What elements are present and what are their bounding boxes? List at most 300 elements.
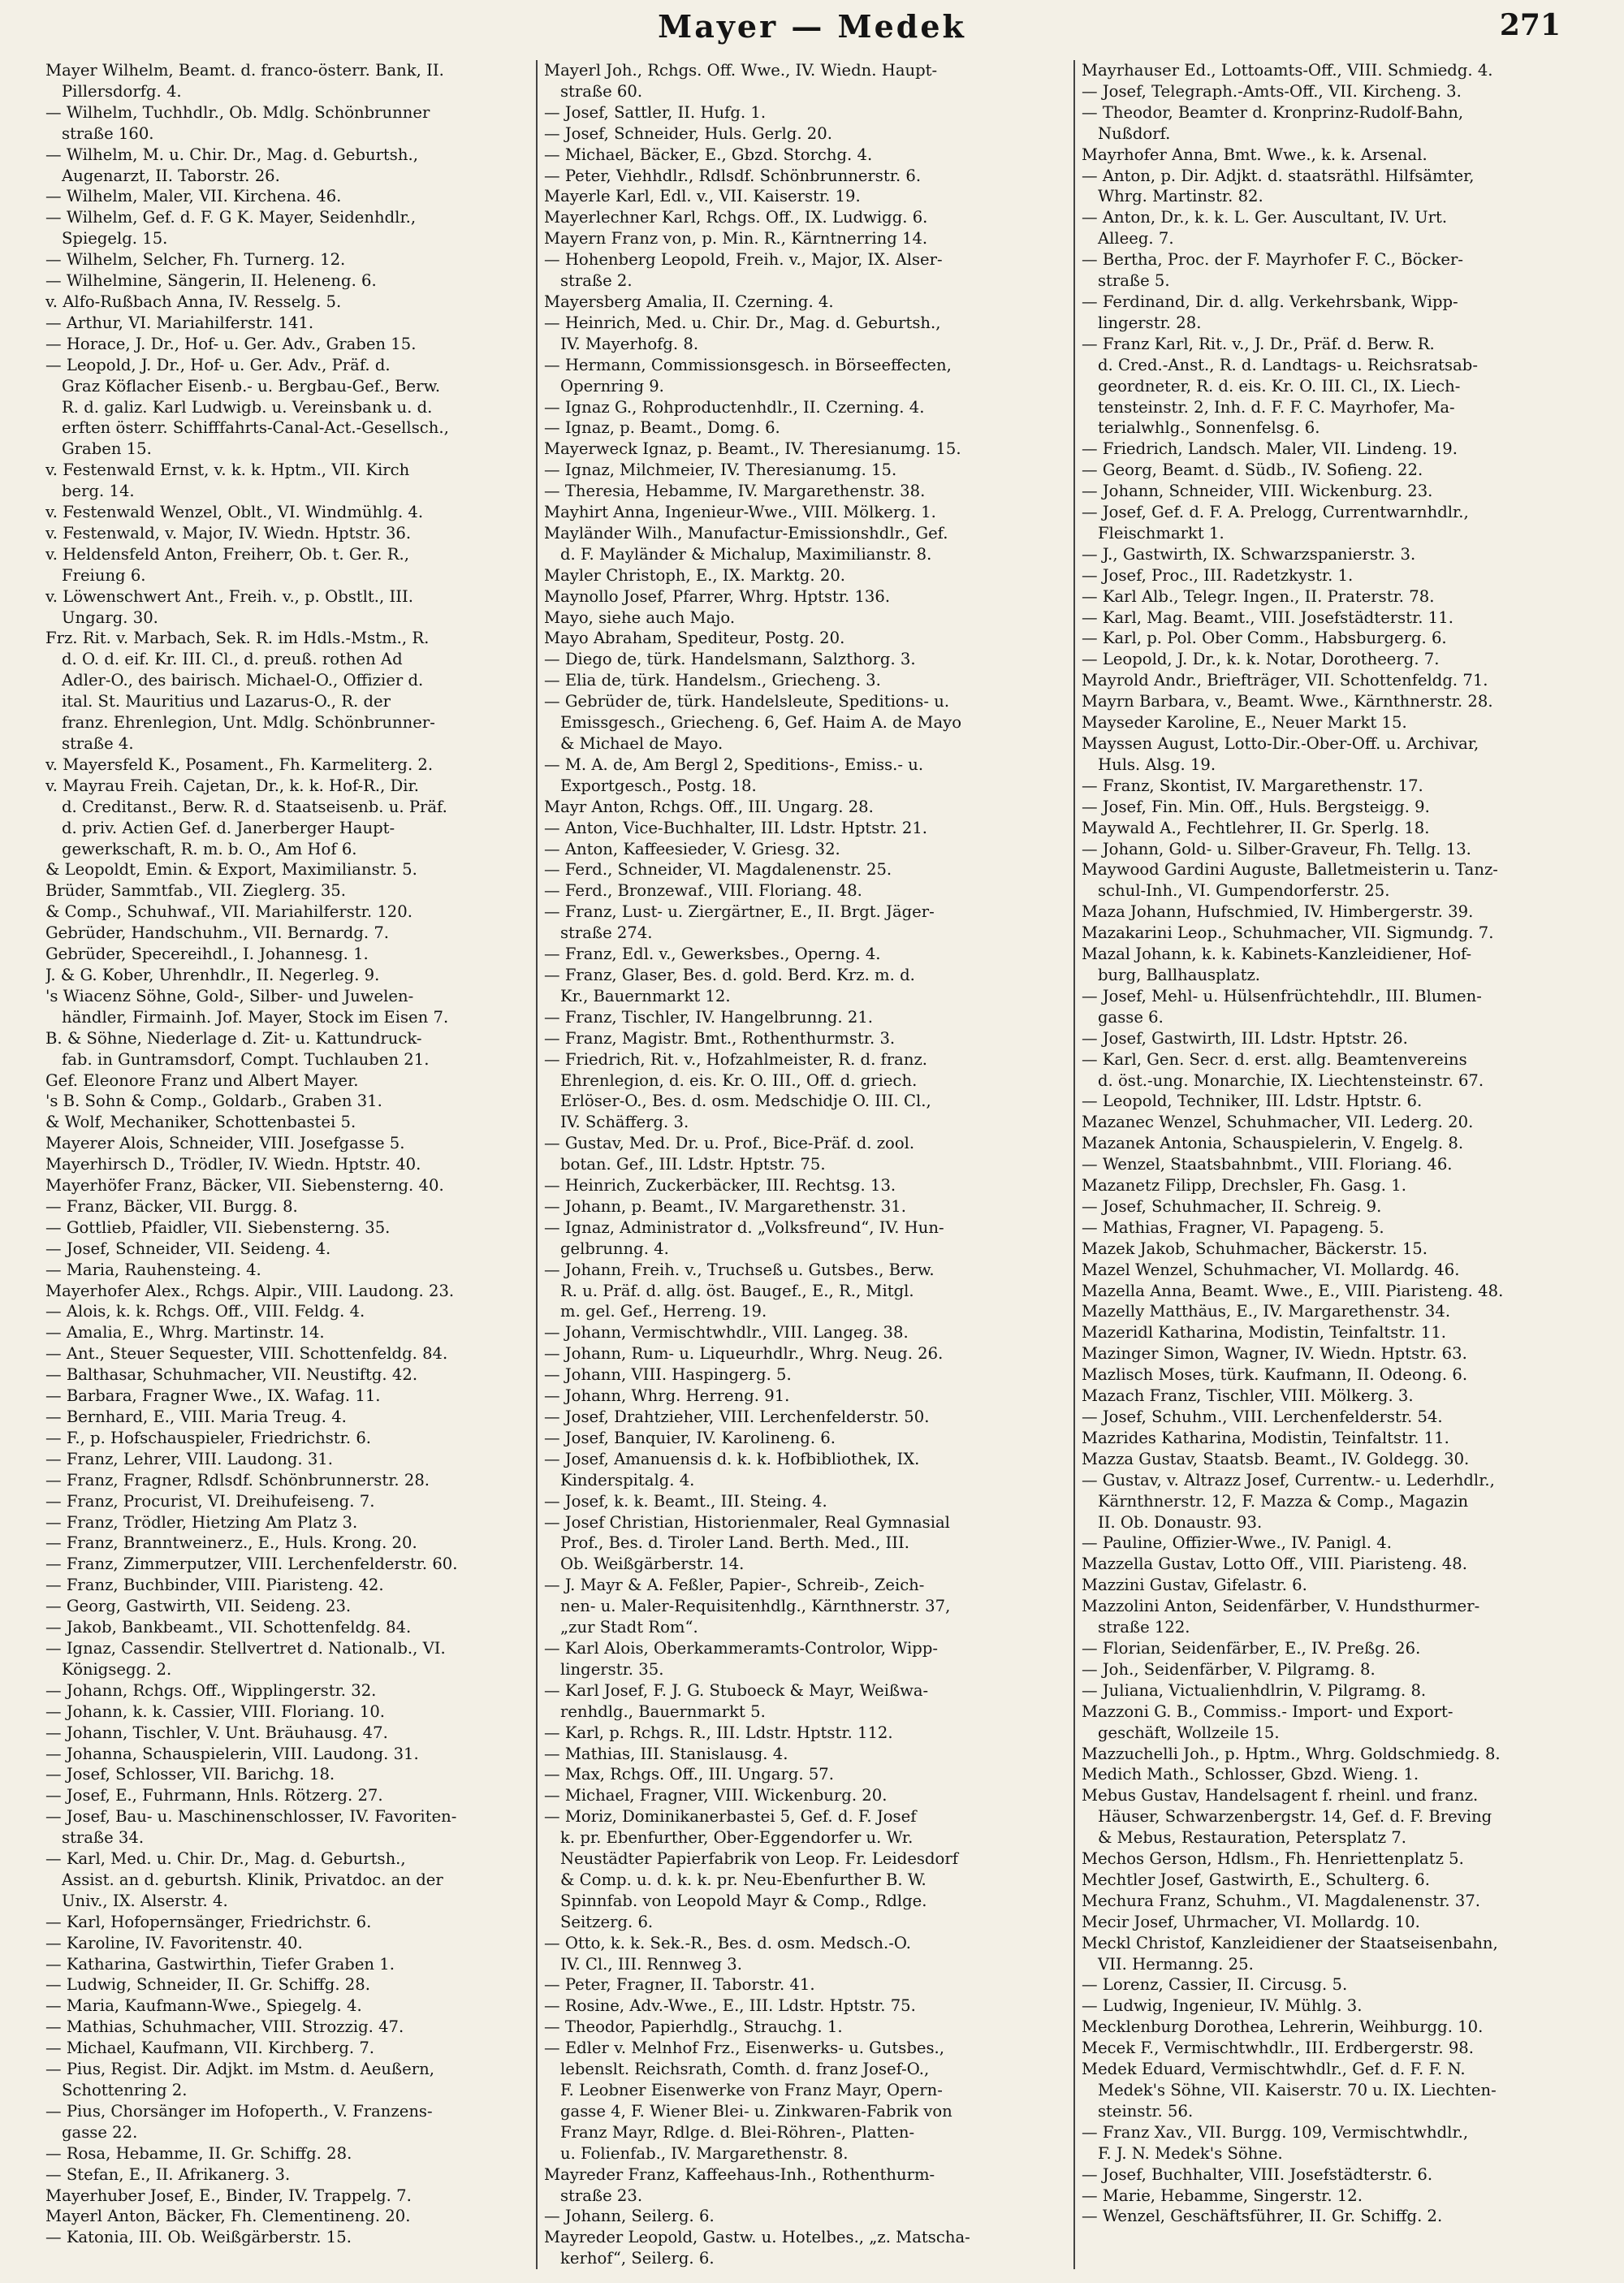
entry-continuation: Graben 15.	[62, 439, 152, 459]
directory-entry: — Mathias, Schuhmacher, VIII. Strozzig. 47.	[45, 2017, 404, 2037]
column-divider	[1073, 60, 1075, 2269]
directory-column-3	[1082, 60, 1579, 2269]
directory-entry: — Bertha, Proc. der F. Mayrhofer F. C., Böcker-	[1082, 250, 1463, 270]
entry-continuation: IV. Mayerhofg. 8.	[560, 334, 699, 353]
directory-entry: — Josef, Gastwirth, III. Ldstr. Hptstr. 26.	[1082, 1028, 1408, 1048]
directory-entry: Mayrhofer Anna, Bmt. Wwe., k. k. Arsenal.	[1082, 145, 1427, 164]
directory-entry: — Johann, Vermischtwhdlr., VIII. Langeg. 38.	[544, 1323, 909, 1343]
directory-entry: Meckl Christof, Kanzleidiener der Staatseisenbahn,	[1082, 1933, 1498, 1952]
directory-entry: — Maria, Rauhensteing. 4.	[45, 1260, 261, 1279]
directory-entry: Mayhirt Anna, Ingenieur-Wwe., VIII. Mölkerg. 1.	[544, 503, 936, 522]
directory-entry: — Wilhelm, Gef. d. F. G K. Mayer, Seidenhdlr.,	[45, 208, 417, 227]
directory-entry: — Karl Josef, F. J. G. Stuboeck & Mayr, Weißwa-	[544, 1680, 929, 1700]
directory-entry: — Theresia, Hebamme, IV. Margarethenstr. 38.	[544, 482, 926, 501]
entry-continuation: erften österr. Schifffahrts-Canal-Act.-Gesellsch.,	[62, 418, 449, 438]
directory-entry: — Wilhelmine, Sängerin, II. Heleneng. 6.	[45, 271, 377, 291]
directory-entry: Mazella Anna, Beamt. Wwe., E., VIII. Piaristeng. 48.	[1082, 1281, 1504, 1300]
directory-entry: — Arthur, VI. Mariahilferstr. 141.	[45, 313, 314, 332]
directory-entry: — Elia de, türk. Handelsm., Griecheng. 3.	[544, 671, 881, 690]
directory-entry: — Josef, Buchhalter, VIII. Josefstädterstr. 6.	[1082, 2164, 1433, 2184]
directory-entry: Mayerl Joh., Rchgs. Off. Wwe., IV. Wiedn. Haupt-	[544, 61, 938, 80]
directory-entry: Mayseder Karoline, E., Neuer Markt 15.	[1082, 713, 1407, 733]
entry-continuation: straße 5.	[1098, 271, 1170, 291]
entry-continuation: d. öst.-ung. Monarchie, IX. Liechtensteinstr. 67.	[1098, 1070, 1484, 1090]
entry-continuation: Whrg. Martinstr. 82.	[1098, 187, 1263, 206]
directory-entry: Mazzini Gustav, Gifelastr. 6.	[1082, 1576, 1307, 1595]
entry-continuation: terialwhlg., Sonnenfelsg. 6.	[1098, 418, 1320, 438]
directory-entry: — Ferdinand, Dir. d. allg. Verkehrsbank, Wipp-	[1082, 292, 1458, 311]
entry-continuation: gasse 22.	[62, 2122, 138, 2142]
directory-entry: — Katharina, Gastwirthin, Tiefer Graben 1.	[45, 1954, 395, 1974]
directory-entry: Mayr Anton, Rchgs. Off., III. Ungarg. 28.	[544, 797, 874, 816]
entry-continuation: Erlöser-O., Bes. d. osm. Medschidje O. III. Cl.,	[560, 1092, 931, 1111]
directory-entry: Mazal Johann, k. k. Kabinets-Kanzleidiener, Hof-	[1082, 945, 1472, 964]
directory-entry: Mayerhuber Josef, E., Binder, IV. Trappelg. 7.	[45, 2186, 412, 2205]
entry-continuation: botan. Gef., III. Ldstr. Hptstr. 75.	[560, 1155, 826, 1174]
entry-continuation: Schottenring 2.	[62, 2081, 188, 2099]
directory-entry: — Josef, Schuhmacher, II. Schreig. 9.	[1082, 1196, 1382, 1216]
directory-entry: — Friedrich, Rit. v., Hofzahlmeister, R. d. franz.	[544, 1049, 927, 1069]
directory-entry: — Leopold, J. Dr., Hof- u. Ger. Adv., Präf. d.	[45, 355, 391, 374]
entry-continuation: F. Leobner Eisenwerke von Franz Mayr, Opern-	[560, 2081, 943, 2099]
directory-entry: — Gustav, v. Altrazz Josef, Currentw.- u. Lederhdlr.,	[1082, 1470, 1495, 1490]
entry-continuation: nen- u. Maler-Requisitenhdlg., Kärnthnerstr. 37,	[560, 1597, 951, 1616]
directory-entry: — Franz, Branntweinerz., E., Huls. Krong. 20.	[45, 1533, 417, 1553]
entry-continuation: R. d. galiz. Karl Ludwigb. u. Vereinsbank u. d.	[62, 397, 433, 417]
directory-entry: — Max, Rchgs. Off., III. Ungarg. 57.	[544, 1765, 835, 1784]
directory-entry: — Johann, Rum- u. Liqueurhdlr., Whrg. Neug. 26.	[544, 1344, 944, 1364]
directory-entry: Mazzella Gustav, Lotto Off., VIII. Piaristeng. 48.	[1082, 1554, 1467, 1574]
directory-entry: — Anton, p. Dir. Adjkt. d. staatsräthl. Hilfsämter,	[1082, 166, 1475, 185]
directory-entry: — Moriz, Dominikanerbastei 5, Gef. d. F. Josef	[544, 1807, 917, 1827]
directory-entry: Mechtler Josef, Gastwirth, E., Schulterg. 6.	[1082, 1870, 1430, 1889]
directory-entry: — Karl, Gen. Secr. d. erst. allg. Beamtenvereins	[1082, 1049, 1467, 1069]
directory-column-1	[45, 60, 529, 2269]
directory-entry: — Ignaz, Cassendir. Stellvertret d. Nationalb., VI.	[45, 1638, 446, 1658]
directory-entry: Mazzuchelli Joh., p. Hptm., Whrg. Goldschmiedg. 8.	[1082, 1744, 1501, 1763]
directory-entry: — J. Mayr & A. Feßler, Papier-, Schreib-, Zeich-	[544, 1576, 925, 1595]
directory-entry: — Josef, Mehl- u. Hülsenfrüchtehdlr., III. Blumen-	[1082, 986, 1482, 1005]
directory-entry: — Maria, Kaufmann-Wwe., Spiegelg. 4.	[45, 1996, 362, 2016]
directory-entry: — Karl, Med. u. Chir. Dr., Mag. d. Geburtsh.,	[45, 1849, 406, 1869]
entry-continuation: Pillersdorfg. 4.	[62, 81, 182, 101]
entry-continuation: Seitzerg. 6.	[560, 1912, 654, 1931]
directory-entry: — Johann, k. k. Cassier, VIII. Floriang. 10.	[45, 1701, 386, 1721]
directory-entry: Mayern Franz von, p. Min. R., Kärntnerring 14.	[544, 229, 928, 249]
directory-entry: — Franz, Trödler, Hietzing Am Platz 3.	[45, 1512, 358, 1532]
entry-continuation: händler, Firmainh. Jof. Mayer, Stock im Eisen 7.	[62, 1007, 449, 1027]
entry-continuation: IV. Schäfferg. 3.	[560, 1113, 689, 1132]
directory-entry: — Karl, Mag. Beamt., VIII. Josefstädterstr. 11.	[1082, 608, 1453, 627]
directory-entry: Mayersberg Amalia, II. Czerning. 4.	[544, 292, 834, 311]
directory-entry: — Franz, Glaser, Bes. d. gold. Berd. Krz. m. d.	[544, 965, 915, 984]
directory-entry: — Johann, Rchgs. Off., Wipplingerstr. 32.	[45, 1680, 377, 1700]
entry-continuation: II. Ob. Donaustr. 93.	[1098, 1512, 1263, 1532]
entry-continuation: lebenslt. Reichsrath, Comth. d. franz Josef-O.,	[560, 2060, 930, 2079]
entry-continuation: Assist. an d. geburtsh. Klinik, Privatdoc. an der	[62, 1870, 443, 1889]
directory-entry: Mayrn Barbara, v., Beamt. Wwe., Kärnthnerstr. 28.	[1082, 692, 1493, 711]
entry-continuation: Adler-O., des bairisch. Michael-O., Offizier d.	[62, 671, 424, 690]
directory-entry: — Franz, Magistr. Bmt., Rothenthurmstr. 3.	[544, 1028, 896, 1048]
directory-entry: — Anton, Vice-Buchhalter, III. Ldstr. Hptstr. 21.	[544, 818, 928, 837]
directory-entry: — Josef, Schlosser, VII. Barichg. 18.	[45, 1765, 335, 1784]
entry-continuation: gasse 6.	[1098, 1007, 1164, 1027]
directory-entry: — Mathias, Fragner, VI. Papageng. 5.	[1082, 1217, 1384, 1237]
directory-entry: — Theodor, Papierhdlg., Strauchg. 1.	[544, 2017, 843, 2037]
entry-continuation: renhdlg., Bauernmarkt 5.	[560, 1701, 766, 1721]
directory-entry: — Ferd., Bronzewaf., VIII. Floriang. 48.	[544, 881, 862, 901]
directory-entry: v. Mayersfeld K., Posament., Fh. Karmeliterg. 2.	[45, 755, 434, 774]
directory-entry: Mayo, siehe auch Majo.	[544, 608, 736, 627]
directory-entry: — Johanna, Schauspielerin, VIII. Laudong. 31.	[45, 1744, 419, 1763]
directory-entry: — Josef, Schneider, Huls. Gerlg. 20.	[544, 123, 832, 143]
entry-continuation: Ehrenlegion, d. eis. Kr. O. III., Off. d. griech.	[560, 1070, 918, 1090]
directory-entry: — Franz, Edl. v., Gewerksbes., Operng. 4.	[544, 945, 881, 964]
directory-entry: — Johann, VIII. Haspingerg. 5.	[544, 1365, 792, 1385]
entry-continuation: geordneter, R. d. eis. Kr. O. III. Cl., IX. Liech-	[1098, 376, 1461, 396]
entry-continuation: straße 122.	[1098, 1618, 1190, 1637]
directory-entry: — Josef, Drahtzieher, VIII. Lerchenfelderstr. 50.	[544, 1407, 930, 1426]
directory-entry: — Ignaz, Administrator d. „Volksfreund“, IV. Hun-	[544, 1217, 944, 1237]
entry-continuation: Emissgesch., Griecheng. 6, Gef. Haim A. de Mayo	[560, 713, 962, 733]
directory-entry: Mazzolini Anton, Seidenfärber, V. Hundsthurmer-	[1082, 1597, 1480, 1616]
directory-entry: — Leopold, Techniker, III. Ldstr. Hptstr. 6.	[1082, 1092, 1423, 1111]
entry-continuation: Alleeg. 7.	[1098, 229, 1174, 249]
entry-continuation: Fleischmarkt 1.	[1098, 523, 1224, 543]
directory-entry: — Wilhelm, Maler, VII. Kirchena. 46.	[45, 187, 342, 206]
directory-entry: — Otto, k. k. Sek.-R., Bes. d. osm. Medsch.-O.	[544, 1933, 911, 1952]
directory-entry: Mazek Jakob, Schuhmacher, Bäckerstr. 15.	[1082, 1239, 1427, 1258]
directory-entry: Mayländer Wilh., Manufactur-Emissionshdlr., Gef.	[544, 523, 948, 543]
directory-entry: — Anton, Kaffeesieder, V. Griesg. 32.	[544, 839, 840, 858]
entry-continuation: straße 4.	[62, 734, 134, 753]
directory-entry: Mazanetz Filipp, Drechsler, Fh. Gasg. 1.	[1082, 1176, 1406, 1196]
directory-entry: — Peter, Viehhdlr., Rdlsdf. Schönbrunnerstr. 6.	[544, 166, 922, 185]
entry-continuation: u. Folienfab., IV. Margarethenstr. 8.	[560, 2143, 849, 2163]
directory-entry: Medek Eduard, Vermischtwhdlr., Gef. d. F. F. N.	[1082, 2060, 1466, 2079]
directory-entry: — Michael, Fragner, VIII. Wickenburg. 20.	[544, 1786, 888, 1805]
directory-entry: — Franz, Bäcker, VII. Burgg. 8.	[45, 1196, 298, 1216]
entry-continuation: Opernring 9.	[560, 376, 664, 396]
directory-entry: — Hermann, Commissionsgesch. in Börseeffecten,	[544, 355, 952, 374]
entry-continuation: steinstr. 56.	[1098, 2101, 1194, 2121]
directory-entry: — Josef, Amanuensis d. k. k. Hofbibliothek, IX.	[544, 1449, 920, 1468]
directory-entry: — Amalia, E., Whrg. Martinstr. 14.	[45, 1323, 325, 1343]
directory-entry: Frz. Rit. v. Marbach, Sek. R. im Hdls.-Mstm., R.	[45, 629, 430, 648]
entry-continuation: burg, Ballhausplatz.	[1098, 965, 1261, 984]
directory-entry: — Franz, Tischler, IV. Hangelbrunng. 21.	[544, 1007, 874, 1027]
entry-continuation: fab. in Guntramsdorf, Compt. Tuchlauben 21.	[62, 1049, 430, 1069]
directory-entry: Mazza Gustav, Staatsb. Beamt., IV. Goldegg. 30.	[1082, 1449, 1470, 1468]
entry-continuation: Königsegg. 2.	[62, 1659, 172, 1679]
directory-entry: Mayerl Anton, Bäcker, Fh. Clementineng. 20.	[45, 2207, 411, 2226]
directory-entry: Mayerweck Ignaz, p. Beamt., IV. Theresianumg. 15.	[544, 439, 961, 459]
directory-entry: & Leopoldt, Emin. & Export, Maximilianstr. 5.	[45, 860, 417, 880]
entry-continuation: gelbrunng. 4.	[560, 1239, 669, 1258]
directory-entry: B. & Söhne, Niederlage d. Zit- u. Kattundruck-	[45, 1028, 422, 1048]
column-divider	[536, 60, 538, 2269]
directory-entry: — Pius, Chorsänger im Hofoperth., V. Franzens-	[45, 2101, 433, 2121]
directory-entry: — Ludwig, Schneider, II. Gr. Schiffg. 28.	[45, 1975, 370, 1995]
entry-continuation: lingerstr. 28.	[1098, 313, 1202, 332]
page-header	[0, 8, 1624, 45]
directory-entry: — M. A. de, Am Bergl 2, Speditions-, Emiss.- u.	[544, 755, 924, 774]
directory-entry: — Wenzel, Geschäftsführer, II. Gr. Schiffg. 2.	[1082, 2207, 1443, 2226]
directory-entry: — Josef, Gef. d. F. A. Prelogg, Currentwarnhdlr.,	[1082, 503, 1469, 522]
entry-continuation: franz. Ehrenlegion, Unt. Mdlg. Schönbrunner-	[62, 713, 435, 733]
directory-entry: Medich Math., Schlosser, Gbzd. Wieng. 1.	[1082, 1765, 1419, 1784]
directory-entry: — Josef, Proc., III. Radetzkystr. 1.	[1082, 565, 1354, 585]
entry-continuation: R. u. Präf. d. allg. öst. Baugef., E., R., Mitgl.	[560, 1281, 914, 1300]
directory-entry: — Leopold, J. Dr., k. k. Notar, Dorotheerg. 7.	[1082, 650, 1440, 669]
directory-entry: — Franz, Skontist, IV. Margarethenstr. 17.	[1082, 776, 1423, 795]
directory-entry: Mecek F., Vermischtwhdlr., III. Erdbergerstr. 98.	[1082, 2039, 1474, 2058]
directory-entry: Mazanek Antonia, Schauspielerin, V. Engelg. 8.	[1082, 1134, 1464, 1153]
directory-entry: Mayerer Alois, Schneider, VIII. Josefgasse 5.	[45, 1134, 405, 1153]
directory-entry: — Jakob, Bankbeamt., VII. Schottenfeldg. 84.	[45, 1618, 412, 1637]
directory-entry: v. Festenwald Wenzel, Oblt., VI. Windmühlg. 4.	[45, 503, 424, 522]
directory-entry: — Ludwig, Ingenieur, IV. Mühlg. 3.	[1082, 1996, 1363, 2016]
directory-entry: — Edler v. Melnhof Frz., Eisenwerks- u. Gutsbes.,	[544, 2039, 945, 2058]
entry-continuation: tensteinstr. 2, Inh. d. F. F. C. Mayrhofer, Ma-	[1098, 397, 1455, 417]
directory-entry: — Franz Karl, Rit. v., J. Dr., Präf. d. Berw. R.	[1082, 334, 1435, 353]
directory-entry: — Bernhard, E., VIII. Maria Treug. 4.	[45, 1407, 347, 1426]
directory-entry: — Franz, Lehrer, VIII. Laudong. 31.	[45, 1449, 333, 1468]
directory-entry: — Josef, k. k. Beamt., III. Steing. 4.	[544, 1491, 827, 1511]
entry-continuation: „zur Stadt Rom“.	[560, 1618, 698, 1637]
entry-continuation: Nußdorf.	[1098, 123, 1171, 143]
entry-continuation: Ungarg. 30.	[62, 608, 158, 627]
directory-entry: Mayerhofer Alex., Rchgs. Alpir., VIII. Laudong. 23.	[45, 1281, 455, 1300]
entry-continuation: m. gel. Gef., Herreng. 19.	[560, 1302, 767, 1321]
entry-continuation: berg. 14.	[62, 482, 135, 501]
directory-entry: — Gebrüder de, türk. Handelsleute, Speditions- u.	[544, 692, 950, 711]
directory-entry: v. Löwenschwert Ant., Freih. v., p. Obstlt., III.	[45, 586, 413, 606]
directory-entry: Mayssen August, Lotto-Dir.-Ober-Off. u. Archivar,	[1082, 734, 1479, 753]
directory-entry: — Wilhelm, Tuchhdlr., Ob. Mdlg. Schönbrunner	[45, 102, 430, 122]
directory-entry: Mecir Josef, Uhrmacher, VI. Mollardg. 10.	[1082, 1912, 1420, 1931]
directory-entry: — F., p. Hofschauspieler, Friedrichstr. 6.	[45, 1428, 372, 1447]
entry-continuation: Kärnthnerstr. 12, F. Mazza & Comp., Magazin	[1098, 1491, 1469, 1511]
directory-entry: — Gustav, Med. Dr. u. Prof., Bice-Präf. d. zool.	[544, 1134, 915, 1153]
entry-continuation: Freiung 6.	[62, 565, 146, 585]
directory-entry: Mazzoni G. B., Commiss.- Import- und Export-	[1082, 1701, 1453, 1721]
directory-entry: — Georg, Gastwirth, VII. Seideng. 23.	[45, 1597, 352, 1616]
entry-continuation: gasse 4, F. Wiener Blei- u. Zinkwaren-Fabrik von	[560, 2101, 952, 2121]
directory-entry: Mazach Franz, Tischler, VIII. Mölkerg. 3.	[1082, 1386, 1414, 1406]
directory-entry: — Pius, Regist. Dir. Adjkt. im Mstm. d. Aeußern,	[45, 2060, 434, 2079]
entry-continuation: schul-Inh., VI. Gumpendorferstr. 25.	[1098, 881, 1390, 901]
directory-entry: Mayrold Andr., Briefträger, VII. Schottenfeldg. 71.	[1082, 671, 1488, 690]
directory-entry: — J., Gastwirth, IX. Schwarzspanierstr. 3.	[1082, 544, 1416, 564]
directory-entry: — Georg, Beamt. d. Südb., IV. Sofieng. 22.	[1082, 460, 1423, 480]
directory-entry: Maywald A., Fechtlehrer, II. Gr. Sperlg. 18.	[1082, 818, 1430, 837]
directory-entry: — Hohenberg Leopold, Freih. v., Major, IX. Alser-	[544, 250, 943, 270]
entry-continuation: d. priv. Actien Gef. d. Janerberger Haupt-	[62, 818, 395, 837]
directory-entry: Maynollo Josef, Pfarrer, Whrg. Hptstr. 136.	[544, 586, 891, 606]
directory-entry: — Florian, Seidenfärber, E., IV. Preßg. 26.	[1082, 1638, 1421, 1658]
directory-entry: Mayler Christoph, E., IX. Marktg. 20.	[544, 565, 846, 585]
directory-entry: Mecklenburg Dorothea, Lehrerin, Weihburgg. 10.	[1082, 2017, 1484, 2037]
directory-entry: — Gottlieb, Pfaidler, VII. Siebensterng. 35.	[45, 1217, 391, 1237]
entry-continuation: d. O. d. eif. Kr. III. Cl., d. preuß. rothen Ad	[62, 650, 403, 669]
directory-entry: — Stefan, E., II. Afrikanerg. 3.	[45, 2164, 291, 2184]
directory-entry: Mayer Wilhelm, Beamt. d. franco-österr. Bank, II.	[45, 61, 444, 80]
directory-entry: Mazakarini Leop., Schuhmacher, VII. Sigmundg. 7.	[1082, 923, 1494, 943]
directory-entry: — Rosine, Adv.-Wwe., E., III. Ldstr. Hptstr. 75.	[544, 1996, 916, 2016]
entry-continuation: IV. Cl., III. Rennweg 3.	[560, 1954, 742, 1974]
directory-entry: Mayerhirsch D., Trödler, IV. Wiedn. Hptstr. 40.	[45, 1155, 421, 1174]
directory-entry: Mazlisch Moses, türk. Kaufmann, II. Odeong. 6.	[1082, 1365, 1468, 1385]
directory-entry: — Rosa, Hebamme, II. Gr. Schiffg. 28.	[45, 2143, 352, 2163]
directory-entry: — Franz, Procurist, VI. Dreihufeiseng. 7.	[45, 1491, 375, 1511]
directory-entry: — Josef, Schneider, VII. Seideng. 4.	[45, 1239, 331, 1258]
directory-entry: — Horace, J. Dr., Hof- u. Ger. Adv., Graben 15.	[45, 334, 417, 353]
directory-entry: — Karl, p. Pol. Ober Comm., Habsburgerg. 6.	[1082, 629, 1447, 648]
entry-continuation: Graz Köflacher Eisenb.- u. Bergbau-Gef., Berw.	[62, 376, 441, 396]
entry-continuation: straße 60.	[560, 81, 643, 101]
entry-continuation: straße 160.	[62, 123, 154, 143]
entry-continuation: Prof., Bes. d. Tiroler Land. Berth. Med., III.	[560, 1533, 910, 1553]
entry-continuation: Augenarzt, II. Taborstr. 26.	[62, 166, 280, 185]
directory-entry: — Johann, Tischler, V. Unt. Bräuhausg. 47.	[45, 1723, 388, 1742]
directory-entry: — Michael, Bäcker, E., Gbzd. Storchg. 4.	[544, 145, 873, 164]
entry-continuation: lingerstr. 35.	[560, 1659, 664, 1679]
directory-entry: Mayerhöfer Franz, Bäcker, VII. Siebensterng. 40.	[45, 1176, 444, 1196]
entry-continuation: Ob. Weißgärberstr. 14.	[560, 1554, 745, 1574]
directory-entry: — Johann, Freih. v., Truchseß u. Gutsbes., Berw.	[544, 1260, 935, 1279]
entry-continuation: & Mebus, Restauration, Petersplatz 7.	[1098, 1828, 1407, 1848]
entry-continuation: straße 23.	[560, 2186, 643, 2205]
directory-entry: — Josef, E., Fuhrmann, Hnls. Rötzerg. 27.	[45, 1786, 383, 1805]
entry-continuation: d. Cred.-Anst., R. d. Landtags- u. Reichsratsab-	[1098, 355, 1478, 374]
directory-entry: — Mathias, III. Stanislausg. 4.	[544, 1744, 788, 1763]
directory-entry: — Franz, Zimmerputzer, VIII. Lerchenfelderstr. 60.	[45, 1554, 458, 1574]
directory-entry: — Marie, Hebamme, Singerstr. 12.	[1082, 2186, 1363, 2205]
directory-entry: Mayo Abraham, Spediteur, Postg. 20.	[544, 629, 845, 648]
entry-continuation: d. F. Mayländer & Michalup, Maximilianstr. 8.	[560, 544, 932, 564]
directory-entry: — Josef, Sattler, II. Hufg. 1.	[544, 102, 767, 122]
directory-entry: — Franz, Fragner, Rdlsdf. Schönbrunnerstr. 28.	[45, 1470, 430, 1490]
directory-entry: — Franz, Buchbinder, VIII. Piaristeng. 42.	[45, 1576, 384, 1595]
directory-entry: — Josef, Schuhm., VIII. Lerchenfelderstr. 54.	[1082, 1407, 1443, 1426]
directory-entry: — Karl Alb., Telegr. Ingen., II. Praterstr. 78.	[1082, 586, 1435, 606]
directory-entry: — Franz, Lust- u. Ziergärtner, E., II. Brgt. Jäger-	[544, 902, 935, 922]
directory-entry: — Josef, Banquier, IV. Karolineng. 6.	[544, 1428, 836, 1447]
directory-entry: — Peter, Fragner, II. Taborstr. 41.	[544, 1975, 815, 1995]
entry-continuation: Exportgesch., Postg. 18.	[560, 776, 757, 795]
directory-entry: v. Festenwald Ernst, v. k. k. Hptm., VII. Kirch	[45, 460, 410, 480]
directory-entry: Mazelly Matthäus, E., IV. Margarethenstr. 34.	[1082, 1302, 1451, 1321]
directory-entry: — Johann, Gold- u. Silber-Graveur, Fh. Tellg. 13.	[1082, 839, 1471, 858]
directory-entry: — Josef, Fin. Min. Off., Huls. Bergsteigg. 9.	[1082, 797, 1430, 816]
entry-continuation: Häuser, Schwarzenbergstr. 14, Gef. d. F. Breving	[1098, 1807, 1492, 1827]
entry-continuation: geschäft, Wollzeile 15.	[1098, 1723, 1280, 1742]
directory-entry: Mazanec Wenzel, Schuhmacher, VII. Lederg. 20.	[1082, 1113, 1474, 1132]
directory-column-2	[544, 60, 1067, 2269]
directory-entry: — Barbara, Fragner Wwe., IX. Wafag. 11.	[45, 1386, 381, 1406]
directory-entry: — Anton, Dr., k. k. L. Ger. Auscultant, IV. Urt.	[1082, 208, 1448, 227]
entry-continuation: & Comp. u. d. k. k. pr. Neu-Ebenfurther B. W.	[560, 1870, 926, 1889]
directory-entry: — Joh., Seidenfärber, V. Pilgramg. 8.	[1082, 1659, 1376, 1679]
entry-continuation: gewerkschaft, R. m. b. O., Am Hof 6.	[62, 839, 357, 858]
entry-continuation: F. J. N. Medek's Söhne.	[1098, 2143, 1283, 2163]
directory-entry: — Josef, Telegraph.-Amts-Off., VII. Kircheng. 3.	[1082, 81, 1462, 101]
directory-entry: Mazrides Katharina, Modistin, Teinfaltstr. 11.	[1082, 1428, 1449, 1447]
directory-entry: — Heinrich, Med. u. Chir. Dr., Mag. d. Geburtsh.,	[544, 313, 941, 332]
directory-entry: — Franz Xav., VII. Burgg. 109, Vermischtwhdlr.,	[1082, 2122, 1469, 2142]
directory-entry: — Alois, k. k. Rchgs. Off., VIII. Feldg. 4.	[45, 1302, 365, 1321]
directory-entry: — Friedrich, Landsch. Maler, VII. Lindeng. 19.	[1082, 439, 1458, 459]
entry-continuation: Univ., IX. Alserstr. 4.	[62, 1891, 228, 1910]
directory-entry: — Ignaz, Milchmeier, IV. Theresianumg. 15.	[544, 460, 897, 480]
directory-entry: — Ignaz G., Rohproductenhdlr., II. Czerning. 4.	[544, 397, 925, 417]
directory-entry: Mebus Gustav, Handelsagent f. rheinl. und franz.	[1082, 1786, 1479, 1805]
directory-entry: — Josef, Bau- u. Maschinenschlosser, IV. Favoriten-	[45, 1807, 457, 1827]
directory-entry: Mayrhauser Ed., Lottoamts-Off., VIII. Schmiedg. 4.	[1082, 61, 1493, 80]
directory-entry: & Wolf, Mechaniker, Schottenbastei 5.	[45, 1113, 356, 1132]
directory-entry: — Johann, Seilerg. 6.	[544, 2207, 715, 2226]
entry-continuation: ital. St. Mauritius und Lazarus-O., R. der	[62, 692, 391, 711]
entry-continuation: Spinnfab. von Leopold Mayr & Comp., Rdlge.	[560, 1891, 927, 1910]
directory-entry: — Johann, Whrg. Herreng. 91.	[544, 1386, 790, 1406]
directory-entry: Mazinger Simon, Wagner, IV. Wiedn. Hptstr. 63.	[1082, 1344, 1467, 1364]
directory-entry: v. Mayrau Freih. Cajetan, Dr., k. k. Hof-R., Dir.	[45, 776, 419, 795]
directory-entry: Mayerle Karl, Edl. v., VII. Kaiserstr. 19.	[544, 187, 861, 206]
entry-continuation: VII. Hermanng. 25.	[1098, 1954, 1254, 1974]
directory-entry: — Wilhelm, M. u. Chir. Dr., Mag. d. Geburtsh.,	[45, 145, 418, 164]
directory-entry: Gef. Eleonore Franz und Albert Mayer.	[45, 1070, 359, 1090]
directory-entry: 's Wiacenz Söhne, Gold-, Silber- und Juwelen-	[45, 986, 414, 1005]
directory-entry: — Johann, p. Beamt., IV. Margarethenstr. 31.	[544, 1196, 906, 1216]
directory-entry: Maywood Gardini Auguste, Balletmeisterin u. Tanz-	[1082, 860, 1498, 880]
running-title: Mayer — Medek	[658, 8, 966, 45]
directory-entry: Mayreder Franz, Kaffeehaus-Inh., Rothenthurm-	[544, 2164, 935, 2184]
directory-entry: Brüder, Sammtfab., VII. Zieglerg. 35.	[45, 881, 346, 901]
directory-entry: — Balthasar, Schuhmacher, VII. Neustiftg. 42.	[45, 1365, 418, 1385]
directory-entry: Mazel Wenzel, Schuhmacher, VI. Mollardg. 46.	[1082, 1260, 1460, 1279]
entry-continuation: Neustädter Papierfabrik von Leop. Fr. Leidesdorf	[560, 1849, 958, 1869]
entry-continuation: straße 274.	[560, 923, 653, 943]
directory-entry: v. Heldensfeld Anton, Freiherr, Ob. t. Ger. R.,	[45, 544, 409, 564]
directory-entry: — Karl, Hofopernsänger, Friedrichstr. 6.	[45, 1912, 372, 1931]
directory-entry: — Karl, p. Rchgs. R., III. Ldstr. Hptstr. 112.	[544, 1723, 893, 1742]
entry-continuation: d. Creditanst., Berw. R. d. Staatseisenb. u. Präf.	[62, 797, 447, 816]
directory-entry: Mechos Gerson, Hdlsm., Fh. Henriettenplatz 5.	[1082, 1849, 1464, 1869]
entry-continuation: straße 34.	[62, 1828, 145, 1848]
entry-continuation: Franz Mayr, Rdlge. d. Blei-Röhren-, Platten-	[560, 2122, 915, 2142]
directory-entry: Mechura Franz, Schuhm., VI. Magdalenenstr. 37.	[1082, 1891, 1481, 1910]
entry-continuation: Kr., Bauernmarkt 12.	[560, 986, 731, 1005]
directory-entry: — Josef Christian, Historienmaler, Real Gymnasial	[544, 1512, 950, 1532]
directory-entry: — Heinrich, Zuckerbäcker, III. Rechtsg. 13.	[544, 1176, 896, 1196]
directory-entry: — Pauline, Offizier-Wwe., IV. Panigl. 4.	[1082, 1533, 1392, 1553]
entry-continuation: straße 2.	[560, 271, 633, 291]
entry-continuation: Kinderspitalg. 4.	[560, 1470, 695, 1490]
directory-entry: — Wilhelm, Selcher, Fh. Turnerg. 12.	[45, 250, 346, 270]
directory-entry: — Diego de, türk. Handelsmann, Salzthorg. 3.	[544, 650, 916, 669]
directory-entry: Gebrüder, Handschuhm., VII. Bernardg. 7.	[45, 923, 390, 943]
entry-continuation: Spiegelg. 15.	[62, 229, 168, 249]
directory-entry: — Juliana, Victualienhdlrin, V. Pilgramg. 8.	[1082, 1680, 1427, 1700]
directory-entry: — Karoline, IV. Favoritenstr. 40.	[45, 1933, 303, 1952]
directory-entry: Maza Johann, Hufschmied, IV. Himbergerstr. 39.	[1082, 902, 1474, 922]
directory-entry: — Katonia, III. Ob. Weißgärberstr. 15.	[45, 2228, 352, 2247]
entry-continuation: k. pr. Ebenfurther, Ober-Eggendorfer u. Wr.	[560, 1828, 914, 1848]
directory-entry: & Comp., Schuhwaf., VII. Mariahilferstr. 120.	[45, 902, 412, 922]
directory-entry: Gebrüder, Specereihdl., I. Johannesg. 1.	[45, 945, 369, 964]
directory-entry: — Ant., Steuer Sequester, VIII. Schottenfeldg. 84.	[45, 1344, 448, 1364]
